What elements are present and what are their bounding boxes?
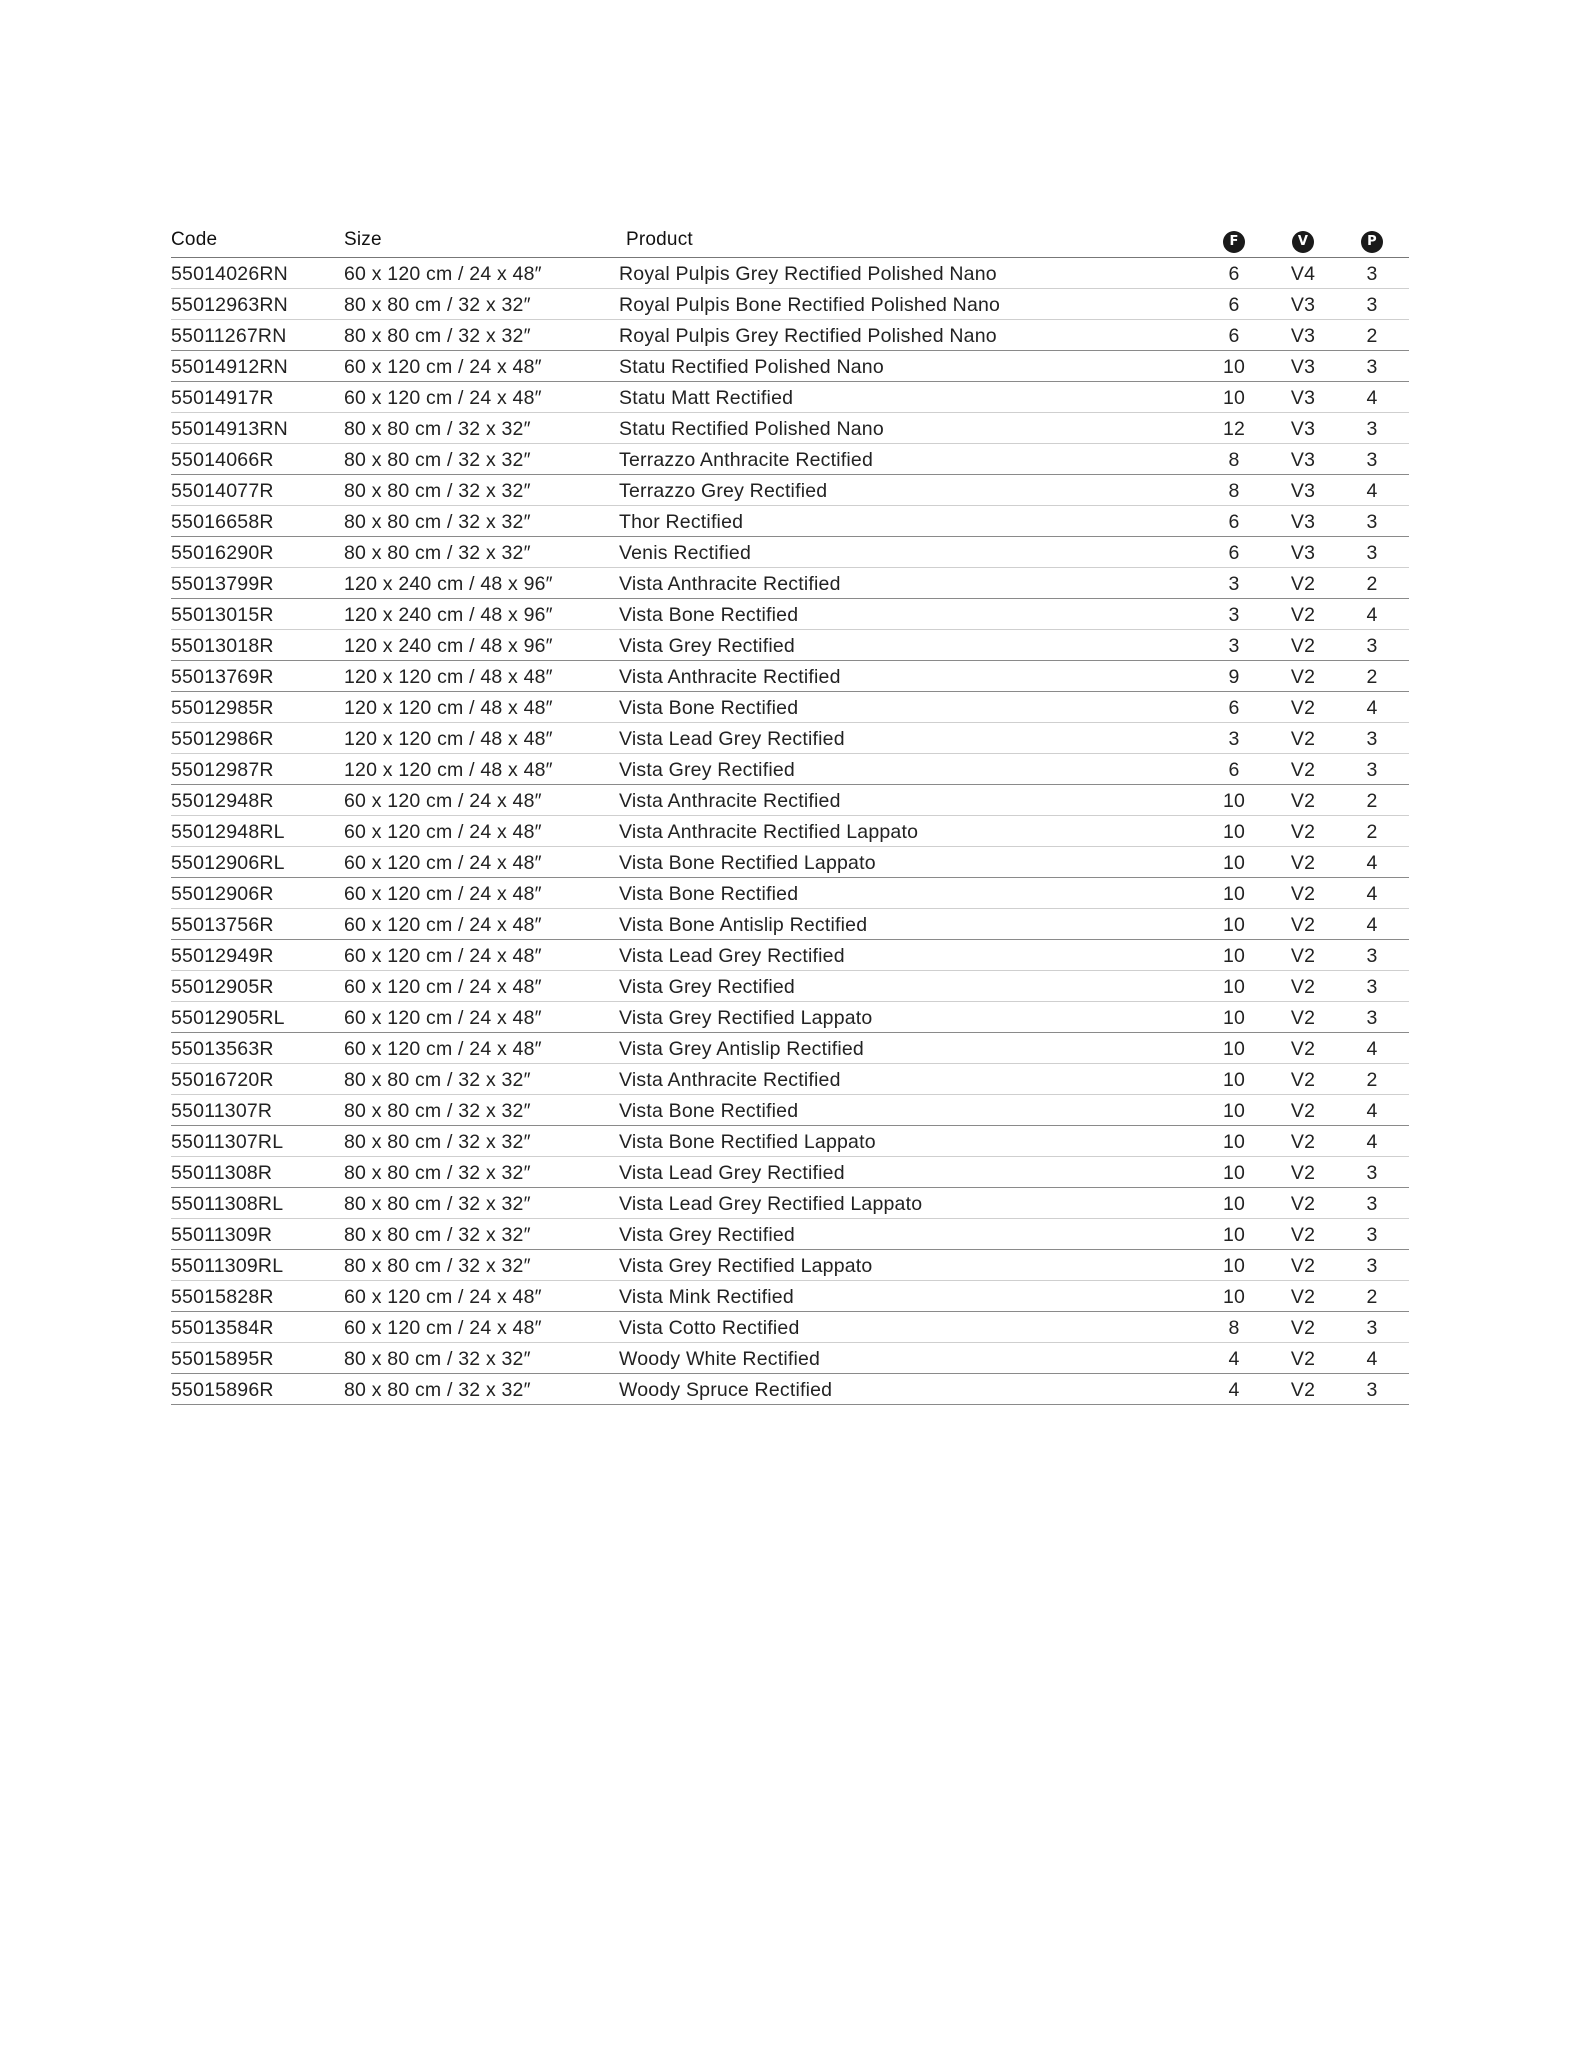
cell-product: Vista Bone Rectified xyxy=(619,697,799,719)
cell-f: 3 xyxy=(1228,604,1240,626)
cell-v: V2 xyxy=(1290,1224,1316,1246)
cell-v: V2 xyxy=(1290,790,1316,812)
cell-v: V3 xyxy=(1290,387,1316,409)
cell-v: V3 xyxy=(1290,418,1316,440)
cell-f: 6 xyxy=(1228,542,1240,564)
cell-code: 55014066R xyxy=(171,449,274,471)
cell-f: 10 xyxy=(1222,976,1246,998)
cell-f: 9 xyxy=(1228,666,1240,688)
cell-f: 3 xyxy=(1228,635,1240,657)
cell-code: 55011309RL xyxy=(171,1255,284,1277)
table-row xyxy=(171,816,1409,847)
header-p xyxy=(1352,229,1392,253)
table-row xyxy=(171,1250,1409,1281)
cell-p: 2 xyxy=(1366,573,1378,595)
table-row xyxy=(171,1281,1409,1312)
cell-f: 10 xyxy=(1222,356,1246,378)
cell-f: 10 xyxy=(1222,1069,1246,1091)
cell-f: 12 xyxy=(1222,418,1246,440)
cell-v: V2 xyxy=(1290,1007,1316,1029)
cell-v: V2 xyxy=(1290,976,1316,998)
cell-v: V2 xyxy=(1290,604,1316,626)
table-row xyxy=(171,1374,1409,1405)
cell-size: 80 x 80 cm / 32 x 32″ xyxy=(344,1069,531,1091)
table-row xyxy=(171,1064,1409,1095)
cell-v: V3 xyxy=(1290,294,1316,316)
cell-size: 80 x 80 cm / 32 x 32″ xyxy=(344,511,531,533)
cell-p: 2 xyxy=(1366,790,1378,812)
cell-code: 55011308R xyxy=(171,1162,273,1184)
cell-p: 2 xyxy=(1366,666,1378,688)
cell-product: Statu Matt Rectified xyxy=(619,387,794,409)
table-row xyxy=(171,785,1409,816)
table-row xyxy=(171,1095,1409,1126)
cell-product: Vista Grey Rectified xyxy=(619,1224,795,1246)
header-product: Product xyxy=(626,229,693,250)
cell-size: 120 x 240 cm / 48 x 96″ xyxy=(344,635,553,657)
cell-p: 3 xyxy=(1366,728,1378,750)
table-row xyxy=(171,1188,1409,1219)
cell-p: 3 xyxy=(1366,635,1378,657)
cell-v: V2 xyxy=(1290,1348,1316,1370)
cell-p: 4 xyxy=(1366,1100,1378,1122)
cell-f: 10 xyxy=(1222,387,1246,409)
cell-product: Woody Spruce Rectified xyxy=(619,1379,833,1401)
cell-size: 120 x 120 cm / 48 x 48″ xyxy=(344,697,553,719)
table-row xyxy=(171,568,1409,599)
cell-size: 60 x 120 cm / 24 x 48″ xyxy=(344,914,542,936)
cell-product: Vista Anthracite Rectified xyxy=(619,1069,841,1091)
cell-code: 55014026RN xyxy=(171,263,288,285)
cell-size: 80 x 80 cm / 32 x 32″ xyxy=(344,1193,531,1215)
cell-code: 55012906RL xyxy=(171,852,285,874)
cell-code: 55012905R xyxy=(171,976,274,998)
cell-f: 4 xyxy=(1228,1348,1240,1370)
f-circle-icon: F xyxy=(1223,231,1245,253)
cell-p: 3 xyxy=(1366,294,1378,316)
cell-product: Vista Anthracite Rectified xyxy=(619,790,841,812)
cell-size: 80 x 80 cm / 32 x 32″ xyxy=(344,1255,531,1277)
cell-size: 80 x 80 cm / 32 x 32″ xyxy=(344,449,531,471)
cell-v: V2 xyxy=(1290,1100,1316,1122)
cell-size: 120 x 240 cm / 48 x 96″ xyxy=(344,604,553,626)
cell-p: 4 xyxy=(1366,387,1378,409)
cell-v: V4 xyxy=(1290,263,1316,285)
cell-product: Vista Bone Rectified Lappato xyxy=(619,852,876,874)
cell-code: 55013584R xyxy=(171,1317,274,1339)
table-row xyxy=(171,1312,1409,1343)
cell-code: 55011267RN xyxy=(171,325,287,347)
cell-size: 60 x 120 cm / 24 x 48″ xyxy=(344,821,542,843)
cell-product: Vista Grey Rectified Lappato xyxy=(619,1255,873,1277)
cell-size: 120 x 120 cm / 48 x 48″ xyxy=(344,759,553,781)
cell-p: 4 xyxy=(1366,1348,1378,1370)
table-row xyxy=(171,320,1409,351)
cell-code: 55013799R xyxy=(171,573,274,595)
cell-v: V3 xyxy=(1290,325,1316,347)
header-v xyxy=(1283,229,1323,253)
cell-size: 80 x 80 cm / 32 x 32″ xyxy=(344,1379,531,1401)
cell-product: Vista Grey Rectified Lappato xyxy=(619,1007,873,1029)
product-table xyxy=(171,225,1409,1405)
table-row xyxy=(171,847,1409,878)
cell-code: 55011307R xyxy=(171,1100,273,1122)
cell-code: 55012948RL xyxy=(171,821,285,843)
cell-size: 80 x 80 cm / 32 x 32″ xyxy=(344,294,531,316)
cell-f: 10 xyxy=(1222,914,1246,936)
header-code: Code xyxy=(171,229,218,250)
table-row xyxy=(171,723,1409,754)
table-row xyxy=(171,475,1409,506)
table-row xyxy=(171,1219,1409,1250)
cell-size: 80 x 80 cm / 32 x 32″ xyxy=(344,1162,531,1184)
cell-f: 8 xyxy=(1228,1317,1240,1339)
cell-product: Royal Pulpis Bone Rectified Polished Nano xyxy=(619,294,1001,316)
cell-v: V3 xyxy=(1290,511,1316,533)
cell-size: 80 x 80 cm / 32 x 32″ xyxy=(344,480,531,502)
cell-size: 60 x 120 cm / 24 x 48″ xyxy=(344,1286,542,1308)
cell-code: 55012963RN xyxy=(171,294,288,316)
cell-p: 3 xyxy=(1366,263,1378,285)
cell-product: Vista Anthracite Rectified Lappato xyxy=(619,821,919,843)
cell-f: 8 xyxy=(1228,480,1240,502)
cell-product: Venis Rectified xyxy=(619,542,751,564)
cell-v: V2 xyxy=(1290,759,1316,781)
cell-v: V2 xyxy=(1290,914,1316,936)
cell-product: Vista Bone Rectified xyxy=(619,883,799,905)
cell-p: 3 xyxy=(1366,511,1378,533)
cell-product: Vista Anthracite Rectified xyxy=(619,666,841,688)
cell-v: V3 xyxy=(1290,542,1316,564)
table-row xyxy=(171,878,1409,909)
cell-v: V2 xyxy=(1290,1069,1316,1091)
cell-f: 4 xyxy=(1228,1379,1240,1401)
cell-product: Statu Rectified Polished Nano xyxy=(619,418,884,440)
cell-code: 55016290R xyxy=(171,542,274,564)
cell-p: 4 xyxy=(1366,914,1378,936)
cell-code: 55014913RN xyxy=(171,418,288,440)
cell-v: V2 xyxy=(1290,728,1316,750)
cell-p: 3 xyxy=(1366,1224,1378,1246)
cell-size: 60 x 120 cm / 24 x 48″ xyxy=(344,976,542,998)
cell-p: 3 xyxy=(1366,1007,1378,1029)
table-row xyxy=(171,692,1409,723)
cell-p: 4 xyxy=(1366,883,1378,905)
cell-p: 4 xyxy=(1366,480,1378,502)
cell-size: 80 x 80 cm / 32 x 32″ xyxy=(344,1348,531,1370)
table-row xyxy=(171,754,1409,785)
cell-code: 55015828R xyxy=(171,1286,274,1308)
cell-size: 60 x 120 cm / 24 x 48″ xyxy=(344,1317,542,1339)
cell-product: Vista Lead Grey Rectified xyxy=(619,1162,845,1184)
cell-code: 55011309R xyxy=(171,1224,273,1246)
cell-size: 60 x 120 cm / 24 x 48″ xyxy=(344,1038,542,1060)
cell-v: V2 xyxy=(1290,1193,1316,1215)
cell-size: 120 x 120 cm / 48 x 48″ xyxy=(344,728,553,750)
cell-size: 60 x 120 cm / 24 x 48″ xyxy=(344,1007,542,1029)
cell-product: Vista Grey Rectified xyxy=(619,976,795,998)
cell-f: 3 xyxy=(1228,728,1240,750)
cell-size: 80 x 80 cm / 32 x 32″ xyxy=(344,1131,531,1153)
cell-product: Vista Lead Grey Rectified Lappato xyxy=(619,1193,923,1215)
cell-p: 4 xyxy=(1366,697,1378,719)
cell-code: 55012985R xyxy=(171,697,274,719)
cell-f: 10 xyxy=(1222,852,1246,874)
cell-size: 80 x 80 cm / 32 x 32″ xyxy=(344,418,531,440)
cell-v: V2 xyxy=(1290,1255,1316,1277)
cell-product: Vista Lead Grey Rectified xyxy=(619,728,845,750)
cell-v: V2 xyxy=(1290,666,1316,688)
cell-v: V2 xyxy=(1290,945,1316,967)
cell-code: 55013563R xyxy=(171,1038,274,1060)
cell-p: 2 xyxy=(1366,1286,1378,1308)
cell-product: Vista Anthracite Rectified xyxy=(619,573,841,595)
cell-v: V2 xyxy=(1290,883,1316,905)
cell-code: 55011307RL xyxy=(171,1131,284,1153)
cell-p: 4 xyxy=(1366,1038,1378,1060)
cell-v: V2 xyxy=(1290,635,1316,657)
cell-product: Vista Grey Rectified xyxy=(619,759,795,781)
cell-code: 55013015R xyxy=(171,604,274,626)
cell-p: 3 xyxy=(1366,976,1378,998)
cell-f: 6 xyxy=(1228,759,1240,781)
cell-v: V2 xyxy=(1290,573,1316,595)
table-row xyxy=(171,258,1409,289)
cell-product: Royal Pulpis Grey Rectified Polished Nano xyxy=(619,325,997,347)
cell-f: 10 xyxy=(1222,1162,1246,1184)
table-row xyxy=(171,1033,1409,1064)
header-size: Size xyxy=(344,229,382,250)
v-circle-icon: V xyxy=(1292,231,1314,253)
cell-p: 3 xyxy=(1366,1379,1378,1401)
table-row xyxy=(171,444,1409,475)
cell-code: 55011308RL xyxy=(171,1193,284,1215)
cell-size: 60 x 120 cm / 24 x 48″ xyxy=(344,356,542,378)
p-circle-icon: P xyxy=(1361,231,1383,253)
cell-f: 10 xyxy=(1222,790,1246,812)
cell-code: 55012906R xyxy=(171,883,274,905)
table-row xyxy=(171,537,1409,568)
cell-code: 55013018R xyxy=(171,635,274,657)
cell-product: Royal Pulpis Grey Rectified Polished Nano xyxy=(619,263,997,285)
table-row xyxy=(171,1157,1409,1188)
cell-code: 55012986R xyxy=(171,728,274,750)
cell-f: 10 xyxy=(1222,821,1246,843)
cell-p: 3 xyxy=(1366,356,1378,378)
table-row xyxy=(171,1126,1409,1157)
cell-code: 55014077R xyxy=(171,480,274,502)
cell-p: 3 xyxy=(1366,1255,1378,1277)
table-row xyxy=(171,599,1409,630)
cell-p: 4 xyxy=(1366,604,1378,626)
cell-product: Vista Mink Rectified xyxy=(619,1286,794,1308)
cell-size: 80 x 80 cm / 32 x 32″ xyxy=(344,1100,531,1122)
cell-f: 6 xyxy=(1228,325,1240,347)
table-row xyxy=(171,940,1409,971)
cell-v: V3 xyxy=(1290,356,1316,378)
cell-f: 3 xyxy=(1228,573,1240,595)
cell-size: 80 x 80 cm / 32 x 32″ xyxy=(344,542,531,564)
table-row xyxy=(171,661,1409,692)
cell-p: 3 xyxy=(1366,542,1378,564)
cell-product: Thor Rectified xyxy=(619,511,744,533)
cell-size: 60 x 120 cm / 24 x 48″ xyxy=(344,852,542,874)
cell-v: V2 xyxy=(1290,1162,1316,1184)
table-row xyxy=(171,413,1409,444)
cell-f: 10 xyxy=(1222,945,1246,967)
cell-p: 3 xyxy=(1366,418,1378,440)
cell-f: 10 xyxy=(1222,1224,1246,1246)
cell-v: V3 xyxy=(1290,480,1316,502)
cell-f: 8 xyxy=(1228,449,1240,471)
table-row xyxy=(171,289,1409,320)
cell-v: V2 xyxy=(1290,1379,1316,1401)
cell-f: 10 xyxy=(1222,1007,1246,1029)
cell-p: 4 xyxy=(1366,1131,1378,1153)
cell-p: 2 xyxy=(1366,325,1378,347)
table-header xyxy=(171,225,1409,258)
cell-product: Woody White Rectified xyxy=(619,1348,821,1370)
cell-code: 55012905RL xyxy=(171,1007,285,1029)
cell-code: 55015896R xyxy=(171,1379,274,1401)
cell-code: 55016658R xyxy=(171,511,274,533)
cell-size: 80 x 80 cm / 32 x 32″ xyxy=(344,325,531,347)
cell-f: 10 xyxy=(1222,1038,1246,1060)
cell-f: 10 xyxy=(1222,1131,1246,1153)
cell-f: 10 xyxy=(1222,1286,1246,1308)
table-row xyxy=(171,1343,1409,1374)
cell-f: 10 xyxy=(1222,1100,1246,1122)
cell-product: Vista Bone Rectified Lappato xyxy=(619,1131,876,1153)
cell-f: 6 xyxy=(1228,697,1240,719)
cell-p: 2 xyxy=(1366,821,1378,843)
cell-size: 120 x 240 cm / 48 x 96″ xyxy=(344,573,553,595)
cell-p: 4 xyxy=(1366,852,1378,874)
cell-code: 55013769R xyxy=(171,666,274,688)
cell-size: 120 x 120 cm / 48 x 48″ xyxy=(344,666,553,688)
cell-v: V2 xyxy=(1290,852,1316,874)
table-row xyxy=(171,1002,1409,1033)
cell-f: 6 xyxy=(1228,294,1240,316)
cell-p: 2 xyxy=(1366,1069,1378,1091)
cell-code: 55016720R xyxy=(171,1069,274,1091)
table-row xyxy=(171,351,1409,382)
cell-v: V2 xyxy=(1290,1317,1316,1339)
cell-code: 55014917R xyxy=(171,387,274,409)
cell-size: 60 x 120 cm / 24 x 48″ xyxy=(344,883,542,905)
cell-v: V2 xyxy=(1290,821,1316,843)
cell-product: Vista Bone Rectified xyxy=(619,1100,799,1122)
cell-p: 3 xyxy=(1366,1162,1378,1184)
cell-code: 55014912RN xyxy=(171,356,288,378)
cell-size: 80 x 80 cm / 32 x 32″ xyxy=(344,1224,531,1246)
cell-v: V2 xyxy=(1290,697,1316,719)
cell-product: Vista Bone Rectified xyxy=(619,604,799,626)
cell-v: V2 xyxy=(1290,1286,1316,1308)
cell-f: 10 xyxy=(1222,1193,1246,1215)
cell-v: V3 xyxy=(1290,449,1316,471)
cell-product: Terrazzo Anthracite Rectified xyxy=(619,449,873,471)
table-row xyxy=(171,506,1409,537)
cell-f: 10 xyxy=(1222,1255,1246,1277)
cell-code: 55012987R xyxy=(171,759,274,781)
cell-product: Vista Cotto Rectified xyxy=(619,1317,800,1339)
cell-code: 55015895R xyxy=(171,1348,274,1370)
table-body xyxy=(171,258,1409,1405)
cell-f: 10 xyxy=(1222,883,1246,905)
cell-p: 3 xyxy=(1366,449,1378,471)
cell-p: 3 xyxy=(1366,945,1378,967)
cell-f: 6 xyxy=(1228,263,1240,285)
header-f xyxy=(1214,229,1254,253)
table-row xyxy=(171,382,1409,413)
cell-product: Terrazzo Grey Rectified xyxy=(619,480,828,502)
cell-size: 60 x 120 cm / 24 x 48″ xyxy=(344,263,542,285)
cell-code: 55013756R xyxy=(171,914,274,936)
cell-v: V2 xyxy=(1290,1131,1316,1153)
cell-v: V2 xyxy=(1290,1038,1316,1060)
table-row xyxy=(171,630,1409,661)
cell-p: 3 xyxy=(1366,1193,1378,1215)
cell-code: 55012948R xyxy=(171,790,274,812)
cell-f: 6 xyxy=(1228,511,1240,533)
cell-product: Vista Grey Antislip Rectified xyxy=(619,1038,864,1060)
table-row xyxy=(171,909,1409,940)
cell-size: 60 x 120 cm / 24 x 48″ xyxy=(344,945,542,967)
cell-product: Statu Rectified Polished Nano xyxy=(619,356,884,378)
cell-p: 3 xyxy=(1366,1317,1378,1339)
cell-size: 60 x 120 cm / 24 x 48″ xyxy=(344,387,542,409)
cell-code: 55012949R xyxy=(171,945,274,967)
cell-product: Vista Grey Rectified xyxy=(619,635,795,657)
table-row xyxy=(171,971,1409,1002)
cell-size: 60 x 120 cm / 24 x 48″ xyxy=(344,790,542,812)
cell-p: 3 xyxy=(1366,759,1378,781)
cell-product: Vista Bone Antislip Rectified xyxy=(619,914,868,936)
cell-product: Vista Lead Grey Rectified xyxy=(619,945,845,967)
